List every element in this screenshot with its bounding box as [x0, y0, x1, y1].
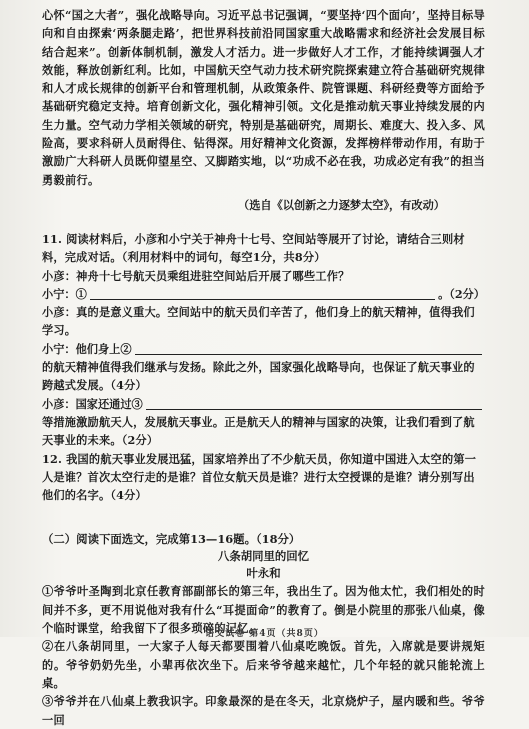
q11-answer-1-blank[interactable] — [90, 286, 435, 300]
q11-answer-3-label: 小彦：国家还通过③ — [42, 396, 143, 411]
q11-line-7: 等措施激励航天人，发展航天事业。正是航天人的精神与国家的决策，让我们看到了航天事业的未来。（2分） — [42, 414, 475, 448]
article-paragraph-2: ②在八条胡同里，一大家子人每天都要围着八仙桌吃晚饭。首先，入席就是要讲规矩的。爷爷奶奶先坐，小辈再依次坐下。后来爷爷越来越忙，几个年轻的就只能轮流上桌。 — [42, 639, 485, 690]
q11-answer-2-blank[interactable] — [135, 341, 482, 355]
page-footer: 语文试卷 第4页（共8页） — [205, 629, 324, 639]
q11-answer-3-blank[interactable] — [146, 396, 482, 410]
article-author: 叶永和 — [246, 566, 281, 581]
q11-answer-1-points: 。（2分） — [438, 286, 485, 301]
q11-line-3: 小彦：真的是意义重大。空间站中的航天员们辛苦了，他们身上的航天精神，值得我们学习。 — [42, 305, 475, 338]
question-12 — [42, 450, 485, 505]
section-heading: （二）阅读下面选文，完成第13—16题。（18分） — [42, 532, 301, 547]
article-paragraph-3: ③爷爷并在八仙桌上教我识字。印象最深的是在冬天，北京烧炉子，屋内暖和些。爷爷一回 — [42, 694, 485, 727]
q11-prompt: 11. 阅读材料后，小彦和小宁关于神舟十七号、空间站等展开了讨论，请结合三则材料，完成对话。（利用材料中的词句，每空1分，共8分） — [42, 231, 465, 265]
q11-answer-2-label: 小宁：他们身上② — [42, 341, 132, 356]
article-title: 八条胡同里的回忆 — [217, 549, 310, 564]
question-11 — [42, 230, 485, 450]
article-paragraph-1: ①爷爷叶圣陶到北京任教育部副部长的第三年，我出生了。因为他太忙，我们相处的时间并不多，更不用说他对我有什么“耳提面命”的教育了。倒是小院里的那张八仙桌，像个临时课堂，给我留下了很多琐碎的记忆。 — [42, 584, 485, 636]
q11-answer-2-row — [42, 340, 485, 358]
q11-line-1: 小彦：神舟十七号航天员乘组进驻空间站后开展了哪些工作？ — [42, 268, 350, 283]
q11-answer-1-row — [42, 285, 485, 303]
passage-paragraph: 心怀“国之大者”，强化战略导向。习近平总书记强调，“要坚持‘四个面向’，坚持目标导向和自由探索‘两条腿走路’，把世界科技前沿同国家重大战略需求和经济社会发展目标结合起来”。创新体制机制，激发人才活力。进一步做好人才工作，才能持续调强人才效能，释放创新红利。比如，中国航天空气动力技术研究院探索建立符合基础研究规律和人才成长规律的创新平台和管理机制，从政策条件、院管课题、科研经费等方面给予基础研究稳定支持。培育创新文化，强化精神引领。文化是推动航天事业持续发展的内生力量。空气动力学相关领域的研究，特别是基础研究，周期长、难度大、投入多、风险高，要求科研人员耐得住、钻得深。用好精神文化资源，发挥榜样带动作用，有助于激励广大科研人员既仰望星空、又脚踏实地，以“功成不必在我，功成必定有我”的担当勇毅前行。 — [42, 8, 485, 187]
passage-source: （选自《以创新之力逐梦太空》，有改动） — [238, 197, 445, 212]
q12-prompt: 12. 我国的航天事业发展迅猛，国家培养出了不少航天员，你知道中国进入太空的第一人是谁？首次太空行走的是谁？首位女航天员是谁？进行太空授课的是谁？请分别写出他们的名字。（4分） — [42, 451, 477, 503]
q11-answer-1-label: 小宁：① — [42, 286, 87, 301]
q11-line-5: 的航天精神值得我们继承与发扬。除此之外，国家强化战略导向，也保证了航天事业的跨越式发展。（4分） — [42, 360, 475, 393]
q11-answer-3-row — [42, 395, 485, 413]
